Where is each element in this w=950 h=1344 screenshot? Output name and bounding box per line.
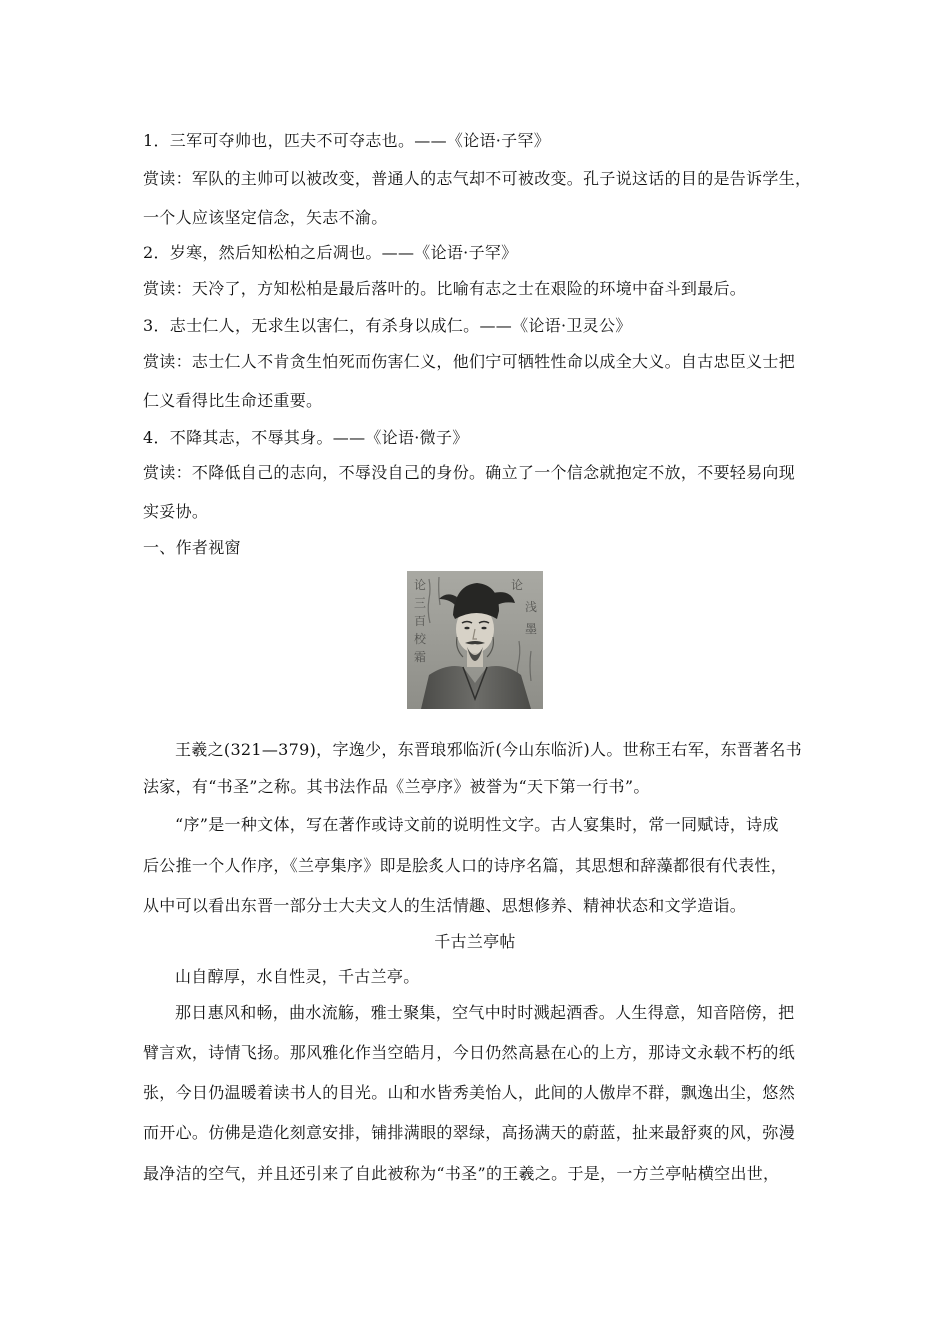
calligraphy-char: 霜 [414, 650, 427, 664]
calligraphy-char: 论 [511, 578, 524, 592]
author-portrait [407, 571, 543, 709]
quote-1-comment-line-1: 赏读：军队的主帅可以被改变，普通人的志气却不可被改变。孔子说这话的目的是告诉学生， [143, 169, 812, 188]
quote-3-comment-line-2: 仁义看得比生命还重要。 [143, 391, 323, 410]
quote-3-text: 3．志士仁人，无求生以害仁，有杀身以成仁。——《论语·卫灵公》 [143, 316, 632, 335]
preface-intro-line-2: 后公推一个人作序，《兰亭集序》即是脍炙人口的诗序名篇，其思想和辞藻都很有代表性， [143, 856, 788, 875]
calligraphy-char: 百 [414, 614, 427, 628]
calligraphy-char: 校 [414, 632, 427, 646]
quote-4-comment-line-1: 赏读：不降低自己的志向，不辱没自己的身份。确立了一个信念就抱定不放，不要轻易向现 [143, 463, 796, 482]
quote-1-comment-line-2: 一个人应该坚定信念，矢志不渝。 [143, 208, 388, 227]
preface-intro-line-1: “序”是一种文体，写在著作或诗文前的说明性文字。古人宴集时，常一同赋诗，诗成 [175, 815, 779, 834]
preface-intro-line-3: 从中可以看出东晋一部分士大夫文人的生活情趣、思想修养、精神状态和文学造诣。 [143, 896, 747, 915]
quote-2-text: 2．岁寒，然后知松柏之后凋也。——《论语·子罕》 [143, 243, 518, 262]
essay-body-line-4: 而开心。仿佛是造化刻意安排，铺排满眼的翠绿，高扬满天的蔚蓝，扯来最舒爽的风，弥漫 [143, 1123, 796, 1142]
author-intro-line-2: 法家，有“书圣”之称。其书法作品《兰亭序》被誉为“天下第一行书”。 [143, 777, 650, 796]
calligraphy-char: 墨 [525, 622, 538, 636]
quote-2-comment-line-1: 赏读：天冷了，方知松柏是最后落叶的。比喻有志之士在艰险的环境中奋斗到最后。 [143, 279, 747, 298]
quote-4-text: 4．不降其志，不辱其身。——《论语·微子》 [143, 428, 469, 447]
quote-1-text: 1．三军可夺帅也，匹夫不可夺志也。——《论语·子罕》 [143, 131, 551, 150]
essay-body-line-2: 臂言欢，诗情飞扬。那风雅化作当空皓月，今日仍然高悬在心的上方，那诗文永载不朽的纸 [143, 1043, 796, 1062]
calligraphy-char: 浅 [525, 600, 538, 614]
essay-title: 千古兰亭帖 [434, 932, 516, 951]
calligraphy-char: 三 [414, 596, 427, 610]
essay-body-line-1: 那日惠风和畅，曲水流觞，雅士聚集，空气中时时溅起酒香。人生得意，知音陪傍，把 [175, 1003, 795, 1022]
calligraphy-char: 论 [414, 578, 427, 592]
essay-body-line-5: 最净洁的空气，并且还引来了自此被称为“书圣”的王羲之。于是，一方兰亭帖横空出世， [143, 1164, 780, 1183]
essay-body-line-3: 张，今日仍温暖着读书人的目光。山和水皆秀美怡人，此间的人傲岸不群，飘逸出尘，悠然 [143, 1083, 796, 1102]
section-heading: 一、作者视窗 [143, 538, 241, 557]
quote-4-comment-line-2: 实妥协。 [143, 502, 209, 521]
author-intro-line-1: 王羲之(321—379)，字逸少，东晋琅邪临沂(今山东临沂)人。世称王右军，东晋著名书 [175, 740, 802, 759]
essay-opening: 山自醇厚，水自性灵，千古兰亭。 [175, 967, 420, 986]
quote-3-comment-line-1: 赏读：志士仁人不肯贪生怕死而伤害仁义，他们宁可牺牲性命以成全大义。自古忠臣义士把 [143, 352, 796, 371]
